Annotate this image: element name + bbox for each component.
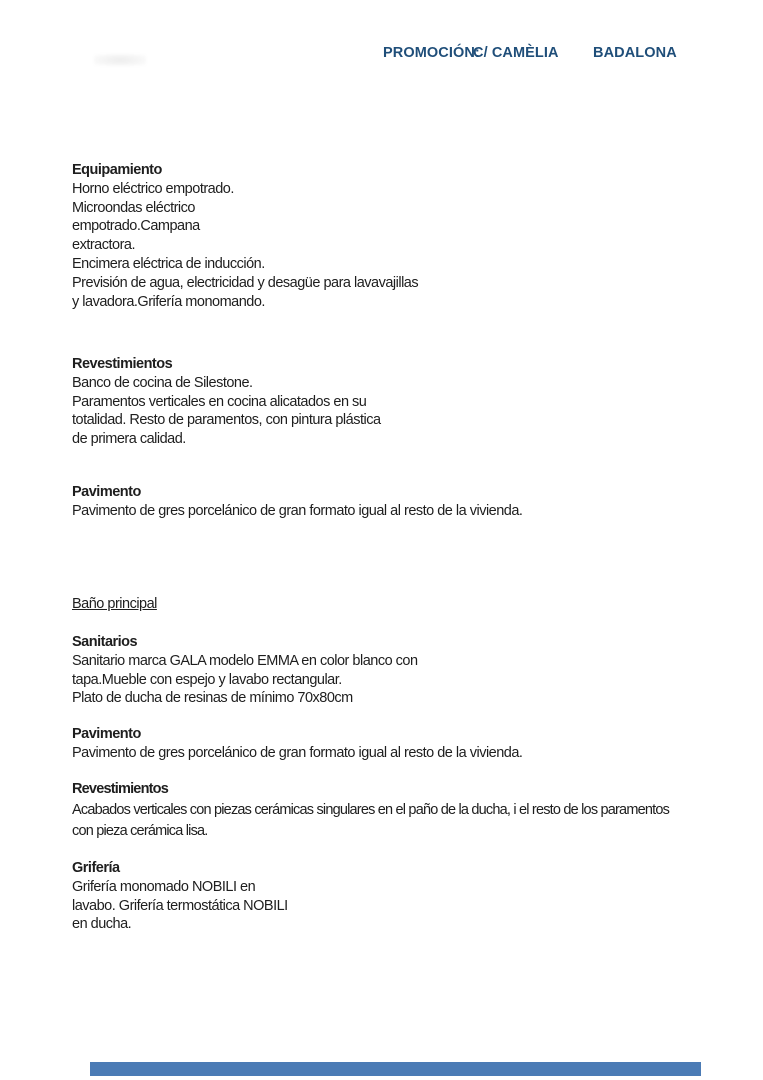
section-heading: Revestimientos	[72, 781, 168, 797]
body-line: Plato de ducha de resinas de mínimo 70x80cm	[72, 690, 353, 707]
banyo-principal-heading: Baño principal	[72, 596, 157, 612]
body-line: Pavimento de gres porcelánico de gran formato igual al resto de la vivienda.	[72, 502, 523, 519]
body-line: tapa.Mueble con espejo y lavabo rectangular.	[72, 671, 342, 688]
section-heading: Grifería	[72, 860, 120, 876]
section-pavimento-cocina	[72, 483, 732, 521]
section-pavimento-banyo	[72, 725, 732, 763]
header-promo-value: C/ CAMÈLIA	[473, 45, 559, 61]
body-line: de primera calidad.	[72, 431, 186, 448]
section-banyo-principal	[72, 595, 732, 614]
section-heading: Sanitarios	[72, 634, 138, 650]
body-line: en ducha.	[72, 916, 132, 933]
section-equipamiento	[72, 161, 732, 311]
section-heading: Pavimento	[72, 484, 141, 500]
body-line: Sanitario marca GALA modelo EMMA en color blanco con	[72, 652, 418, 669]
body-line: empotrado.Campana	[72, 218, 200, 235]
body-line: extractora.	[72, 237, 135, 254]
body-line: Pavimento de gres porcelánico de gran formato igual al resto de la vivienda.	[72, 744, 523, 761]
section-revestimientos-banyo	[72, 779, 732, 842]
body-line: Acabados verticales con piezas cerámicas singulares en el paño de la ducha, i el resto de los paramentos	[72, 802, 670, 818]
header-promo-label: PROMOCIÓN:	[383, 45, 480, 61]
body-line: Paramentos verticales en cocina alicatados en su	[72, 393, 367, 410]
faint-watermark	[94, 54, 146, 66]
section-heading: Equipamiento	[72, 162, 162, 178]
body-line: totalidad. Resto de paramentos, con pintura plástica	[72, 412, 381, 429]
body-line: Horno eléctrico empotrado.	[72, 180, 234, 197]
body-line: con pieza cerámica lisa.	[72, 823, 208, 839]
body-line: Grifería monomado NOBILI en	[72, 878, 256, 895]
footer-accent-bar	[90, 1062, 701, 1076]
section-heading: Revestimientos	[72, 356, 173, 372]
section-sanitarios	[72, 633, 732, 708]
body-line: Microondas eléctrico	[72, 199, 195, 216]
body-line: Previsión de agua, electricidad y desagüe para lavavajillas	[72, 274, 419, 291]
section-griferia	[72, 859, 732, 934]
section-revestimientos-cocina	[72, 355, 732, 449]
header-city: BADALONA	[593, 45, 677, 61]
body-line: lavabo. Grifería termostática NOBILI	[72, 897, 288, 914]
section-heading: Pavimento	[72, 726, 141, 742]
body-line: y lavadora.Grifería monomando.	[72, 293, 265, 310]
body-line: Banco de cocina de Silestone.	[72, 374, 253, 391]
body-line: Encimera eléctrica de inducción.	[72, 255, 265, 272]
